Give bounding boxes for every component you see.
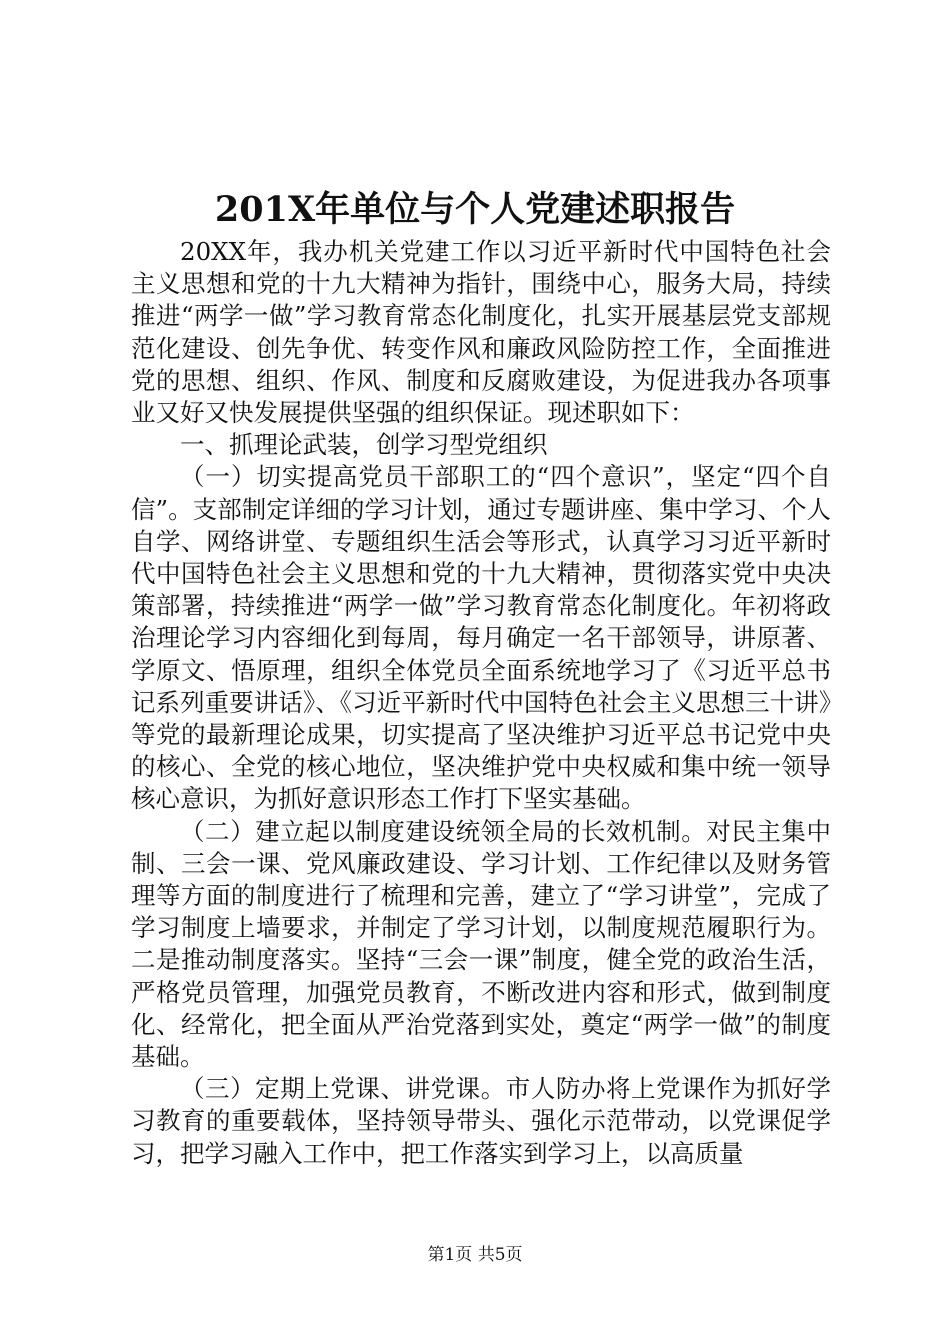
body-paragraph-2: （二）建立起以制度建设统领全局的长效机制。对民主集中制、三会一课、党风廉政建设、学习计划、工作纪律以及财务管理等方面的制度进行了梳理和完善，建立了“学习讲堂”，完成了学习制度上墙要求，并制定了学习计划，以制度规范履职行为。二是推动制度落实。坚持“三会一课”制度，健全党的政治生活，严格党员管理，加强党员教育，不断改进内容和形式，做到制度化、经常化，把全面从严治党落到实处，奠定“两学一做”的制度基础。 [131, 816, 831, 1072]
page-footer: 第1页 共5页 [427, 1245, 523, 1265]
intro-paragraph: 20XX年，我办机关党建工作以习近平新时代中国特色社会主义思想和党的十九大精神为指针，围绕中心，服务大局，持续推进“两学一做”学习教育常态化制度化，扎实开展基层党支部规范化建设、创先争优、转变作风和廉政风险防控工作，全面推进党的思想、组织、作风、制度和反腐败建设，为促进我办各项事业又好又快发展提供坚强的组织保证。现述职如下： [131, 237, 831, 428]
document-title: 201X年单位与个人党建述职报告 [214, 189, 736, 230]
document-body [131, 236, 831, 1170]
section-heading: 一、抓理论武装，创学习型党组织 [180, 430, 548, 460]
body-paragraph-3: （三）定期上党课、讲党课。市人防办将上党课作为抓好学习教育的重要载体，坚持领导带头、强化示范带动，以党课促学习，把学习融入工作中，把工作落实到学习上，以高质量 [131, 1074, 831, 1168]
body-paragraph-1: （一）切实提高党员干部职工的“四个意识”，坚定“四个自信”。支部制定详细的学习计划，通过专题讲座、集中学习、个人自学、网络讲堂、专题组织生活会等形式，认真学习习近平新时代中国特色社会主义思想和党的十九大精神，贯彻落实党中央决策部署，持续推进“两学一做”学习教育常态化制度化。年初将政治理论学习内容细化到每周，每月确定一名干部领导，讲原著、学原文、悟原理，组织全体党员全面系统地学习了《习近平总书记系列重要讲话》、《习近平新时代中国特色社会主义思想三十讲》等党的最新理论成果，切实提高了坚决维护习近平总书记党中央的核心、全党的核心地位，坚决维护党中央权威和集中统一领导核心意识，为抓好意识形态工作打下坚实基础。 [131, 462, 831, 814]
